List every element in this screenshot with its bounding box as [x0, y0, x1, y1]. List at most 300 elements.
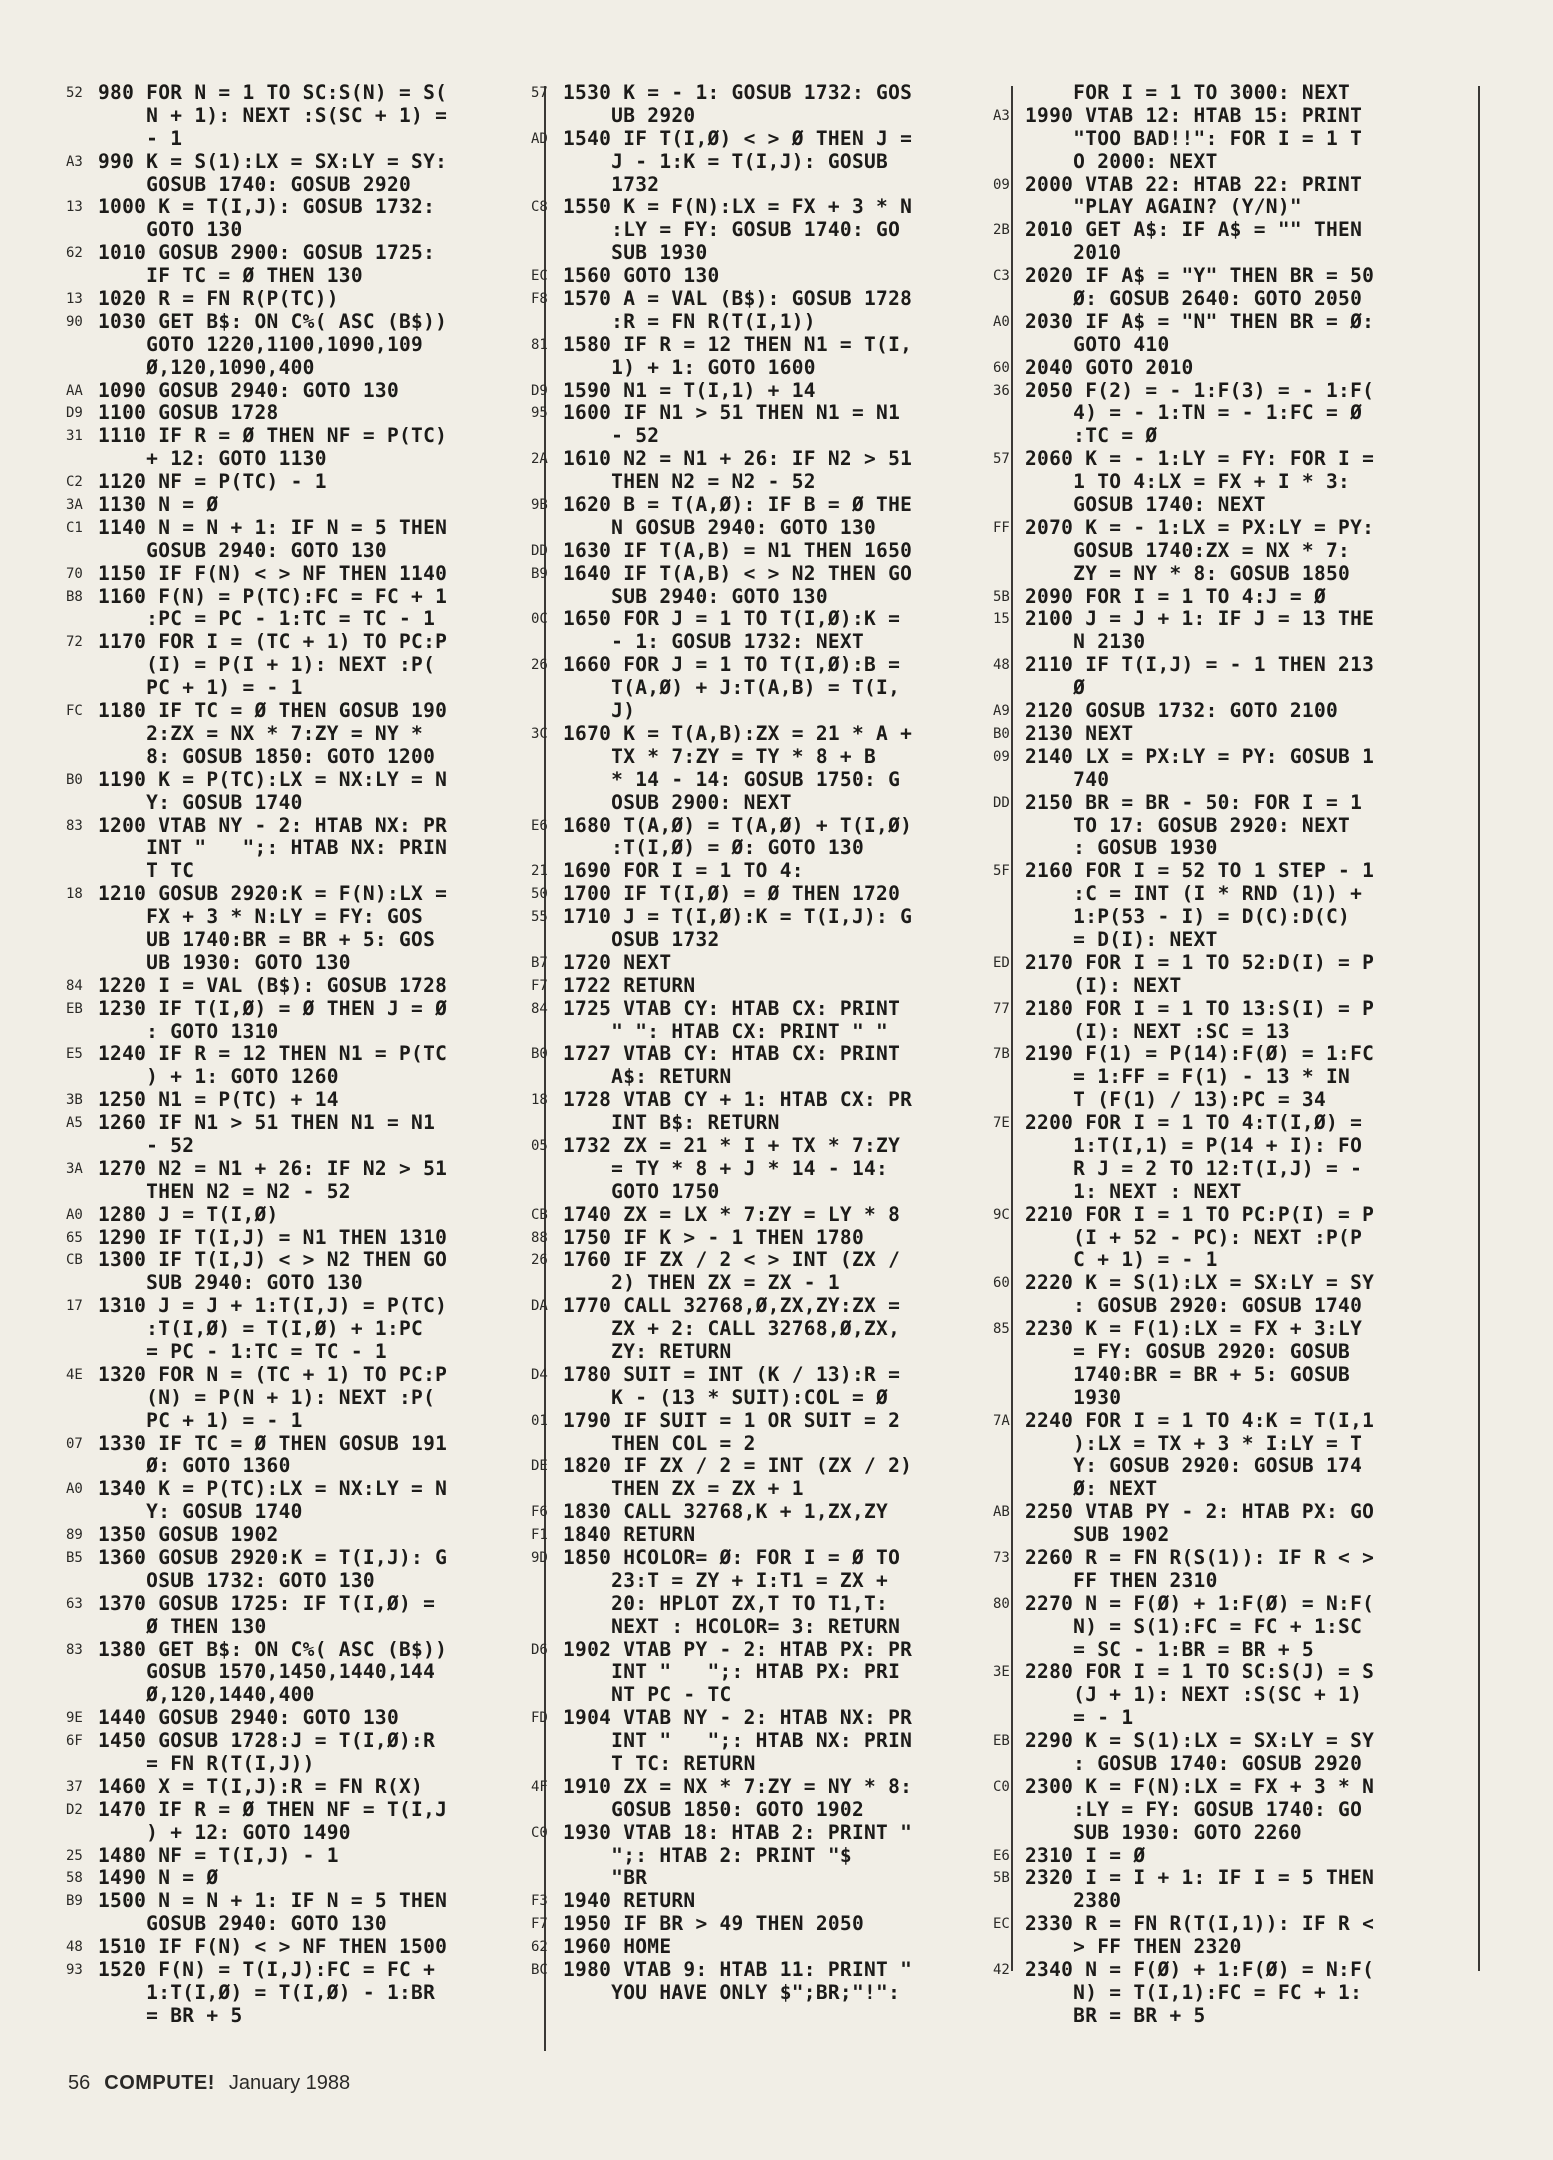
checksum: 0C — [531, 611, 548, 628]
checksum — [531, 1753, 563, 1776]
code-line — [993, 1546, 1467, 1570]
code-line — [100, 105, 530, 128]
code-line — [1027, 425, 1467, 448]
code-text: 2020 IF A$ = "Y" THEN BR = 50 — [1025, 264, 1375, 288]
code-line — [1027, 631, 1467, 654]
code-text: N + 1): NEXT :S(SC + 1) = — [98, 103, 448, 127]
code-text: O 2000: NEXT — [1025, 149, 1218, 173]
code-text: OSUB 2900: NEXT — [563, 790, 792, 814]
checksum: 48 — [993, 657, 1010, 674]
code-text: TO 17: GOSUB 2920: NEXT — [1025, 813, 1351, 837]
checksum — [66, 746, 98, 769]
code-text: ";: HTAB 2: PRINT "$ — [563, 1843, 852, 1867]
code-line — [66, 287, 530, 311]
code-line — [565, 174, 995, 197]
code-text: 1610 N2 = N1 + 26: IF N2 > 51 — [563, 447, 913, 471]
checksum — [993, 1181, 1025, 1204]
code-line — [531, 1889, 995, 1913]
code-text: 1830 CALL 32768,K + 1,ZX,ZY — [563, 1500, 889, 1524]
code-text: 1550 K = F(N):LX = FX + 3 * N — [563, 195, 913, 219]
code-text: 1732 ZX = 21 * I + TX * 7:ZY — [563, 1133, 901, 1157]
checksum — [531, 425, 563, 448]
code-line — [565, 357, 995, 380]
code-line — [531, 653, 995, 677]
checksum: 5B — [993, 588, 1010, 605]
checksum: 85 — [993, 1321, 1010, 1338]
code-text: (N) = P(N + 1): NEXT :P( — [98, 1385, 436, 1409]
code-line — [993, 1317, 1467, 1341]
code-text: 2100 J = J + 1: IF J = 13 THE — [1025, 607, 1375, 631]
checksum — [66, 1066, 98, 1089]
code-text: 2230 K = F(1):LX = FX + 3:LY — [1025, 1317, 1363, 1341]
checksum: C1 — [66, 519, 83, 536]
code-text: N 2130 — [1025, 630, 1146, 654]
code-text: 1370 GOSUB 1725: IF T(I,Ø) = — [98, 1591, 436, 1615]
code-text: GOSUB 1740: GOSUB 2920 — [98, 172, 412, 196]
code-text: 2270 N = F(Ø) + 1:F(Ø) = N:F( — [1025, 1591, 1375, 1615]
code-line — [66, 378, 530, 403]
code-text: = 1:FF = F(1) - 13 * IN — [1025, 1065, 1351, 1089]
code-line — [1027, 128, 1467, 151]
code-line — [100, 219, 530, 242]
code-text: ZX + 2: CALL 32768,Ø,ZX, — [563, 1317, 901, 1341]
checksum: 2B — [993, 222, 1010, 239]
checksum: 62 — [531, 1939, 548, 1956]
code-text: 1380 GET B$: ON C%( ASC (B$)) — [98, 1637, 448, 1661]
listing-column-2 — [531, 81, 995, 2005]
code-text: SUB 2940: GOTO 130 — [563, 584, 828, 608]
code-line — [100, 952, 530, 975]
code-line — [993, 309, 1467, 334]
checksum — [66, 1982, 98, 2005]
code-text: Ø: GOSUB 2640: GOTO 2050 — [1025, 287, 1363, 311]
code-text: 1260 IF N1 > 51 THEN N1 = N1 — [98, 1111, 436, 1135]
code-line — [531, 1248, 995, 1272]
checksum — [993, 1936, 1025, 1959]
code-text: T (F(1) / 13):PC = 34 — [1025, 1088, 1326, 1112]
checksum — [531, 837, 563, 860]
code-text: 1310 J = J + 1:T(I,J) = P(TC) — [98, 1294, 448, 1318]
code-text: 2060 K = - 1:LY = FY: FOR I = — [1025, 447, 1375, 471]
checksum: DA — [531, 1298, 548, 1315]
code-line — [993, 1866, 1467, 1890]
code-line — [565, 1158, 995, 1181]
checksum — [993, 883, 1025, 906]
code-text: GOSUB 1740: NEXT — [1025, 493, 1266, 517]
code-line — [100, 357, 530, 380]
code-text: (J + 1): NEXT :S(SC + 1) — [1025, 1683, 1363, 1707]
code-line — [531, 1820, 995, 1845]
checksum — [66, 1181, 98, 1204]
code-text: GOSUB 2940: GOTO 130 — [98, 1912, 387, 1936]
checksum: 60 — [993, 359, 1010, 376]
checksum: D2 — [66, 1801, 83, 1818]
code-text: 1340 K = P(TC):LX = NX:LY = N — [98, 1477, 448, 1501]
code-line — [531, 493, 995, 517]
code-line — [66, 699, 530, 723]
checksum — [66, 1341, 98, 1364]
checksum: 62 — [66, 245, 83, 262]
code-text: 1600 IF N1 > 51 THEN N1 = N1 — [563, 401, 901, 425]
code-line — [100, 1616, 530, 1639]
code-line — [1027, 563, 1467, 586]
code-text: = SC - 1:BR = BR + 5 — [1025, 1637, 1314, 1661]
code-text: 1540 IF T(I,Ø) < > Ø THEN J = — [563, 126, 913, 150]
checksum — [531, 1433, 563, 1456]
code-line — [100, 1753, 530, 1776]
code-text: : GOTO 1310 — [98, 1019, 279, 1043]
code-text: 23:T = ZY + I:T1 = ZX + — [563, 1568, 889, 1592]
code-line — [993, 1408, 1467, 1433]
checksum — [66, 723, 98, 746]
checksum: 31 — [66, 428, 83, 445]
code-text: 1910 ZX = NX * 7:ZY = NY * 8: — [563, 1774, 913, 1798]
checksum — [993, 631, 1025, 654]
checksum: CB — [66, 1252, 83, 1269]
checksum: 07 — [66, 1435, 83, 1452]
checksum: B8 — [66, 588, 83, 605]
code-line — [100, 1318, 530, 1341]
checksum: F8 — [531, 291, 548, 308]
code-text: 2160 FOR I = 52 TO 1 STEP - 1 — [1025, 859, 1375, 883]
checksum: DD — [531, 542, 548, 559]
code-line — [66, 1889, 530, 1913]
checksum — [66, 1684, 98, 1707]
code-line — [531, 996, 995, 1021]
code-text: 1650 FOR J = 1 TO T(I,Ø):K = — [563, 607, 901, 631]
checksum — [66, 128, 98, 151]
checksum — [66, 1501, 98, 1524]
checksum — [993, 334, 1025, 357]
code-text: (I): NEXT — [1025, 973, 1182, 997]
checksum — [531, 746, 563, 769]
code-text: 1790 IF SUIT = 1 OR SUIT = 2 — [563, 1408, 901, 1432]
code-text: 2260 R = FN R(S(1)): IF R < > — [1025, 1546, 1375, 1569]
checksum — [993, 425, 1025, 448]
checksum — [531, 929, 563, 952]
checksum: 5B — [993, 1870, 1010, 1887]
code-line — [66, 241, 530, 265]
checksum: 37 — [66, 1778, 83, 1795]
code-text: ZY: RETURN — [563, 1339, 732, 1363]
checksum — [531, 311, 563, 334]
code-text: OSUB 1732: GOTO 130 — [98, 1568, 375, 1592]
checksum — [993, 1982, 1025, 2005]
code-line — [100, 1387, 530, 1410]
code-text: J) — [563, 699, 636, 723]
checksum: EB — [993, 1733, 1010, 1750]
checksum — [531, 219, 563, 242]
checksum: 81 — [531, 336, 548, 353]
code-text: = PC - 1:TC = TC - 1 — [98, 1339, 387, 1363]
code-line — [1027, 402, 1467, 425]
code-line — [100, 1135, 530, 1158]
code-text: THEN COL = 2 — [563, 1431, 756, 1455]
checksum — [531, 1181, 563, 1204]
code-line — [1027, 1822, 1467, 1845]
code-line — [100, 265, 530, 288]
code-text: - 1 — [98, 126, 183, 150]
code-line — [531, 973, 995, 998]
code-line — [1027, 769, 1467, 792]
code-text: PC + 1) = - 1 — [98, 676, 303, 700]
checksum — [531, 1066, 563, 1089]
checksum — [66, 1318, 98, 1341]
code-line — [1027, 1181, 1467, 1204]
code-line — [531, 447, 995, 471]
checksum: AB — [993, 1504, 1010, 1521]
code-line — [993, 1843, 1467, 1868]
code-text: 1710 J = T(I,Ø):K = T(I,J): G — [563, 905, 913, 929]
code-text: - 52 — [98, 1133, 195, 1157]
code-text: FF THEN 2310 — [1025, 1568, 1218, 1592]
checksum: F3 — [531, 1893, 548, 1910]
code-text: 1:T(I,1) = P(14 + I): FO — [1025, 1133, 1363, 1157]
code-line — [1027, 1021, 1467, 1044]
code-text: 1270 N2 = N1 + 26: IF N2 > 51 — [98, 1156, 448, 1180]
code-text: 1280 J = T(I,Ø) — [98, 1202, 279, 1226]
code-text: 1) + 1: GOTO 1600 — [563, 355, 816, 379]
code-line — [531, 1912, 995, 1936]
code-line — [531, 264, 995, 288]
code-text: GOTO 1220,1100,1090,109 — [98, 332, 424, 356]
checksum: BC — [531, 1962, 548, 1979]
code-text: = - 1 — [1025, 1706, 1134, 1730]
checksum: 15 — [993, 611, 1010, 628]
code-line — [565, 1433, 995, 1456]
code-line — [993, 515, 1467, 540]
code-text: 1460 X = T(I,J):R = FN R(X) — [98, 1774, 424, 1798]
code-line — [993, 653, 1467, 677]
code-line — [1027, 1089, 1467, 1112]
checksum — [993, 1021, 1025, 1044]
checksum — [531, 105, 563, 128]
code-text: GOTO 130 — [98, 218, 243, 242]
checksum — [66, 1135, 98, 1158]
checksum: 3A — [66, 1160, 83, 1177]
code-text: 2140 LX = PX:LY = PY: GOSUB 1 — [1025, 744, 1375, 768]
code-line — [100, 1982, 530, 2005]
checksum: 7A — [993, 1412, 1010, 1429]
code-line — [1027, 196, 1467, 219]
checksum: 80 — [993, 1595, 1010, 1612]
code-text: 1580 IF R = 12 THEN N1 = T(I, — [563, 332, 913, 356]
code-text: GOSUB 2940: GOTO 130 — [98, 538, 387, 562]
code-text: 1320 FOR N = (TC + 1) TO PC:P — [98, 1362, 448, 1386]
code-line — [100, 837, 530, 860]
code-line — [565, 1387, 995, 1410]
code-line — [100, 1822, 530, 1845]
code-text: NT PC - TC — [563, 1683, 732, 1707]
checksum: C0 — [993, 1778, 1010, 1795]
code-line — [531, 1294, 995, 1318]
code-line — [565, 1684, 995, 1707]
code-text: N GOSUB 2940: GOTO 130 — [563, 515, 877, 539]
code-line — [531, 1202, 995, 1227]
checksum — [993, 1158, 1025, 1181]
checksum: 84 — [66, 977, 83, 994]
checksum: AA — [66, 382, 83, 399]
checksum — [531, 1272, 563, 1295]
code-text: :LY = FY: GOSUB 1740: GO — [563, 218, 901, 242]
code-text: > FF THEN 2320 — [1025, 1935, 1242, 1959]
code-text: UB 1740:BR = BR + 5: GOS — [98, 927, 436, 951]
code-text: 1980 VTAB 9: HTAB 11: PRINT " — [563, 1958, 913, 1982]
code-line — [66, 561, 530, 586]
checksum: EB — [66, 1000, 83, 1017]
checksum — [66, 448, 98, 471]
checksum — [531, 1158, 563, 1181]
code-text: 1:P(53 - I) = D(C):D(C) — [1025, 905, 1351, 929]
checksum: 6F — [66, 1733, 83, 1750]
checksum — [531, 1661, 563, 1684]
checksum — [993, 1387, 1025, 1410]
code-text: 1200 VTAB NY - 2: HTAB NX: PR — [98, 813, 448, 837]
code-text: 1480 NF = T(I,J) - 1 — [98, 1843, 339, 1867]
checksum: 50 — [531, 886, 548, 903]
checksum — [531, 1730, 563, 1753]
code-line — [565, 1272, 995, 1295]
checksum — [993, 1478, 1025, 1501]
code-line — [1027, 1158, 1467, 1181]
code-line — [565, 425, 995, 448]
code-text: :TC = Ø — [1025, 424, 1158, 448]
code-line — [531, 1935, 995, 1959]
code-line — [66, 1591, 530, 1616]
code-text: GOSUB 1740:ZX = NX * 7: — [1025, 538, 1351, 562]
checksum: 05 — [531, 1137, 548, 1154]
code-line — [66, 1706, 530, 1730]
checksum — [531, 471, 563, 494]
checksum: 25 — [66, 1847, 83, 1864]
code-text: 2170 FOR I = 1 TO 52:D(I) = P — [1025, 950, 1375, 974]
checksum — [66, 2005, 98, 2028]
code-line — [1027, 1135, 1467, 1158]
checksum: B0 — [993, 725, 1010, 742]
code-text: 1 TO 4:LX = FX + I * 3: — [1025, 470, 1351, 494]
code-line — [993, 1729, 1467, 1753]
code-text: 2150 BR = BR - 50: FOR I = 1 — [1025, 790, 1363, 814]
code-line — [565, 746, 995, 769]
code-text: 1350 GOSUB 1902 — [98, 1523, 279, 1547]
checksum — [531, 151, 563, 174]
code-text: Ø,120,1090,400 — [98, 355, 315, 379]
code-text: 1470 IF R = Ø THEN NF = T(I,J — [98, 1797, 448, 1821]
code-line — [1027, 1936, 1467, 1959]
checksum — [993, 151, 1025, 174]
checksum: D6 — [531, 1641, 548, 1658]
checksum: F7 — [531, 977, 548, 994]
code-text: 4) = - 1:TN = - 1:FC = Ø — [1025, 401, 1363, 425]
code-text: TX * 7:ZY = TY * 8 + B — [563, 744, 877, 768]
checksum — [531, 357, 563, 380]
code-text: 1360 GOSUB 2920:K = T(I,J): G — [98, 1546, 448, 1569]
code-line — [1027, 837, 1467, 860]
code-text: = BR + 5 — [98, 2003, 243, 2027]
code-text: 1110 IF R = Ø THEN NF = P(TC) — [98, 424, 448, 448]
code-line — [100, 334, 530, 357]
code-line — [1027, 1249, 1467, 1272]
code-text: (I) = P(I + 1): NEXT :P( — [98, 653, 436, 677]
code-line — [531, 1042, 995, 1066]
checksum: B9 — [531, 565, 548, 582]
code-line — [993, 744, 1467, 769]
code-text: GOSUB 1570,1450,1440,144 — [98, 1660, 436, 1684]
checksum — [66, 219, 98, 242]
code-line — [100, 1181, 530, 1204]
code-line — [531, 1546, 995, 1570]
code-line — [565, 1570, 995, 1593]
checksum: 93 — [66, 1962, 83, 1979]
code-line — [1027, 1524, 1467, 1547]
code-text: 1120 NF = P(TC) - 1 — [98, 470, 327, 494]
checksum: 26 — [531, 657, 548, 674]
code-text: J - 1:K = T(I,J): GOSUB — [563, 149, 889, 173]
checksum — [993, 2005, 1025, 2028]
code-line — [100, 1066, 530, 1089]
checksum — [66, 677, 98, 700]
code-text: 1090 GOSUB 2940: GOTO 130 — [98, 378, 399, 402]
checksum: C8 — [531, 199, 548, 216]
code-text: 1780 SUIT = INT (K / 13):R = — [563, 1362, 901, 1386]
code-text: 2180 FOR I = 1 TO 13:S(I) = P — [1025, 996, 1375, 1020]
code-text: 1690 FOR I = 1 TO 4: — [563, 859, 804, 883]
code-line — [66, 1546, 530, 1570]
checksum — [531, 1684, 563, 1707]
code-text: Ø THEN 130 — [98, 1614, 267, 1638]
code-line — [531, 126, 995, 151]
code-text: INT " ";: HTAB NX: PRIN — [98, 836, 448, 860]
code-text: 980 FOR N = 1 TO SC:S(N) = S( — [98, 81, 448, 104]
code-text: 2280 FOR I = 1 TO SC:S(J) = S — [1025, 1660, 1375, 1684]
code-line — [565, 837, 995, 860]
code-line — [100, 1341, 530, 1364]
code-line — [993, 1660, 1467, 1684]
code-text: 1450 GOSUB 1728:J = T(I,Ø):R — [98, 1729, 436, 1753]
checksum — [66, 860, 98, 883]
code-line — [531, 882, 995, 906]
checksum — [66, 792, 98, 815]
checksum — [66, 1410, 98, 1433]
code-line — [531, 1637, 995, 1662]
checksum: E6 — [531, 817, 548, 834]
checksum: A0 — [993, 313, 1010, 330]
checksum: 7E — [993, 1115, 1010, 1132]
checksum — [66, 357, 98, 380]
code-line — [565, 151, 995, 174]
checksum — [993, 1295, 1025, 1318]
checksum: FF — [993, 519, 1010, 536]
code-text: PC + 1) = - 1 — [98, 1408, 303, 1432]
code-line — [66, 973, 530, 998]
code-text: "TOO BAD!!": FOR I = 1 T — [1025, 126, 1363, 150]
code-text: 1720 NEXT — [563, 950, 672, 974]
code-line — [1027, 906, 1467, 929]
code-text: Y: GOSUB 1740 — [98, 1500, 303, 1524]
code-text: " ": HTAB CX: PRINT " " — [563, 1019, 889, 1043]
checksum: 57 — [993, 451, 1010, 468]
checksum — [993, 402, 1025, 425]
code-line — [531, 81, 995, 105]
checksum: FC — [66, 703, 83, 720]
code-line — [1027, 242, 1467, 265]
checksum: 65 — [66, 1229, 83, 1246]
code-text: :T(I,Ø) = T(I,Ø) + 1:PC — [98, 1317, 424, 1341]
checksum: 89 — [66, 1527, 83, 1544]
checksum: 13 — [66, 199, 83, 216]
code-line — [993, 172, 1467, 197]
code-text: 1820 IF ZX / 2 = INT (ZX / 2) — [563, 1454, 913, 1478]
